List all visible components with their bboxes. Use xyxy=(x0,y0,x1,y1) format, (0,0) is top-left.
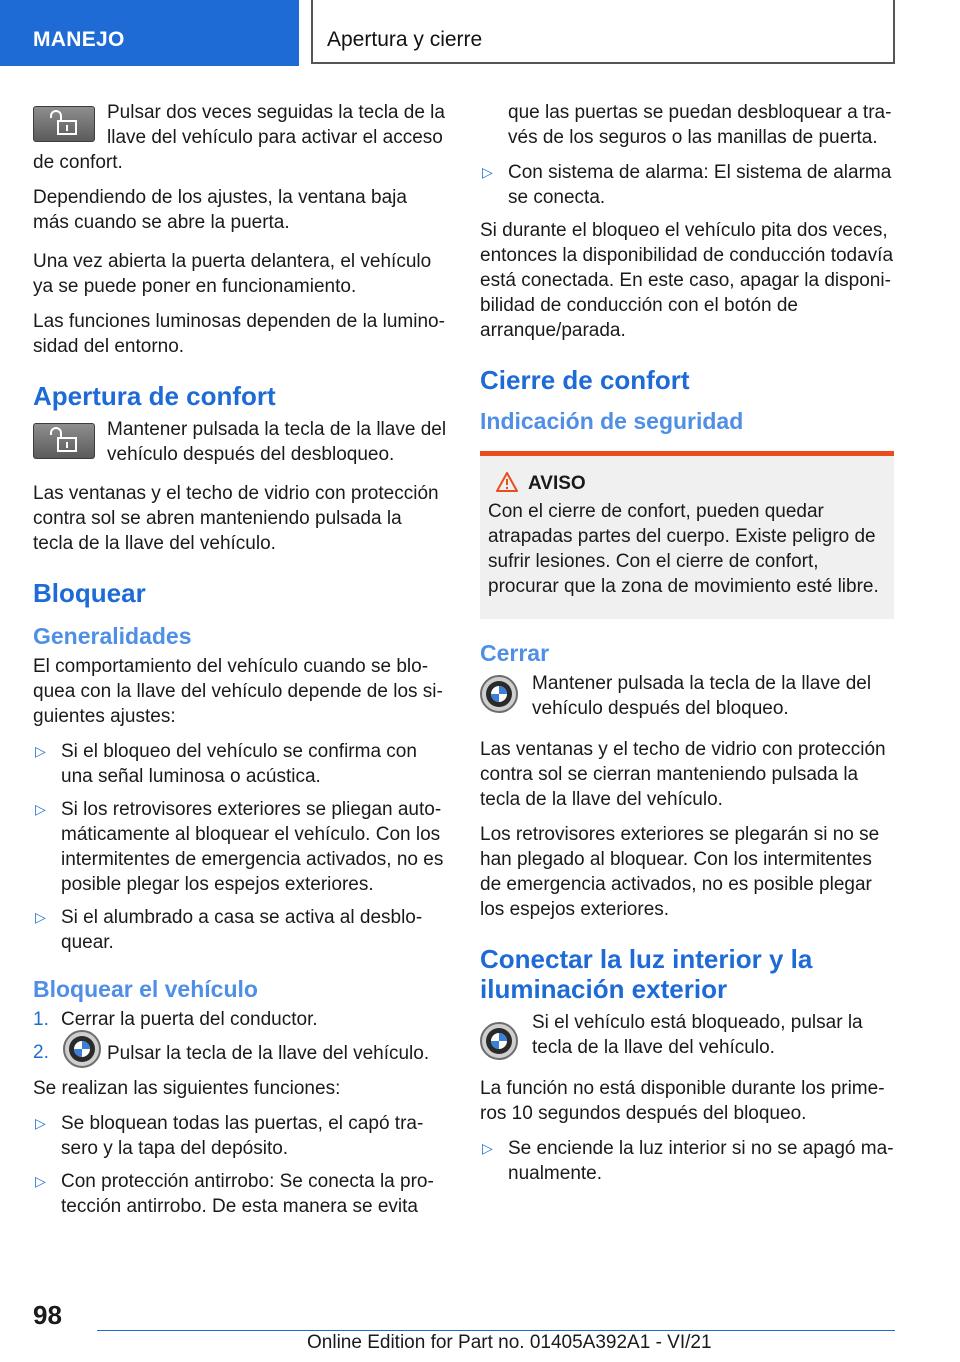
bullet-triangle-icon: ▷ xyxy=(35,743,46,759)
paragraph: Las funciones luminosas dependen de la luminosidad del entorno. xyxy=(33,311,445,357)
heading-cerrar: Cerrar xyxy=(480,640,550,666)
paragraph: Se realizan las siguientes funciones: xyxy=(33,1078,341,1099)
bullet-triangle-icon: ▷ xyxy=(35,1173,46,1189)
cerrar-block xyxy=(480,671,894,731)
conectar-list xyxy=(480,1136,894,1186)
generalidades-list xyxy=(33,739,447,955)
heading-cierre-confort: Cierre de confort xyxy=(480,365,690,395)
warning-box xyxy=(480,451,894,619)
bullet-triangle-icon: ▷ xyxy=(482,1140,493,1156)
bullet-triangle-icon: ▷ xyxy=(35,1115,46,1131)
cerrar-icon-text: Mantener pulsada la tecla de la llave del vehículo después del bloqueo. xyxy=(532,673,872,719)
footer-divider xyxy=(97,1330,895,1331)
intro-text: Pulsar dos veces seguidas la tecla de la llave del vehículo para activar el acceso de confort. xyxy=(33,102,445,173)
bullet-triangle-icon: ▷ xyxy=(35,909,46,925)
steps-list xyxy=(33,1007,447,1068)
bmw-key-icon xyxy=(480,675,518,713)
heading-bloquear: Bloquear xyxy=(33,578,146,608)
paragraph: El comportamiento del vehículo cuando se bloquea con la llave del vehículo depende de los siguientes ajustes: xyxy=(33,656,443,727)
heading-generalidades: Generalidades xyxy=(33,623,192,649)
chapter-title: Apertura y cierre xyxy=(311,0,895,64)
bullet-triangle-icon: ▷ xyxy=(35,801,46,817)
bmw-key-icon xyxy=(63,1030,101,1068)
page-number: 98 xyxy=(33,1300,62,1330)
left-column xyxy=(33,100,447,1227)
paragraph: Los retrovisores exteriores se plegarán si no se han plegado al bloquear. Con los intermitentes de emergencia activados, no es posible plegar los espejos exteriores. xyxy=(480,824,880,920)
conectar-block xyxy=(480,1010,894,1070)
list-item: ▷ Con sistema de alarma: El sistema de alarma se conecta. xyxy=(482,162,892,208)
list-item: ▷ Si el alumbrado a casa se activa al desbloquear. xyxy=(35,907,423,953)
step-item: 2. Pulsar la tecla de la llave del vehículo. xyxy=(33,1040,447,1068)
list-item: ▷ Si los retrovisores exteriores se pliegan automáticamente al bloquear el vehículo. Con los intermitentes de emergencia activados, no es posible plegar los espejos exteriores. xyxy=(35,799,444,895)
paragraph: Las ventanas y el techo de vidrio con protección contra sol se abren manteniendo pulsada la tecla de la llave del vehículo. xyxy=(33,483,439,554)
funciones-list xyxy=(33,1111,447,1219)
alarm-list xyxy=(480,160,894,210)
intro-block xyxy=(33,100,447,185)
footer-edition: Online Edition for Part no. 01405A392A1 - VI/21 xyxy=(307,1332,712,1353)
apertura-icon-text: Mantener pulsada la tecla de la llave del vehículo después del desbloqueo. xyxy=(107,419,447,465)
unlock-key-icon xyxy=(33,423,95,459)
warning-triangle-icon xyxy=(496,472,518,492)
section-tab: MANEJO xyxy=(0,0,299,66)
bullet-triangle-icon: ▷ xyxy=(482,164,493,180)
paragraph: La función no está disponible durante los primeros 10 segundos después del bloqueo. xyxy=(480,1078,885,1124)
warning-title: AVISO xyxy=(488,472,886,495)
paragraph: Una vez abierta la puerta delantera, el vehículo ya se puede poner en funcionamiento. xyxy=(33,251,432,297)
list-item: ▷ Si el bloqueo del vehículo se confirma con una señal luminosa o acústica. xyxy=(35,741,417,787)
list-item: ▷ Se enciende la luz interior si no se apagó manualmente. xyxy=(482,1138,894,1184)
paragraph: Las ventanas y el techo de vidrio con protección contra sol se cierran manteniendo pulsada la tecla de la llave del vehículo. xyxy=(480,739,886,810)
list-item: ▷ Se bloquean todas las puertas, el capó trasero y la tapa del depósito. xyxy=(35,1113,424,1159)
heading-bloquear-vehiculo: Bloquear el vehículo xyxy=(33,976,258,1002)
page-header xyxy=(0,0,960,66)
right-column xyxy=(480,100,894,1194)
list-item: ▷ Con protección antirrobo: Se conecta la protección antirrobo. De esta manera se evita xyxy=(35,1171,434,1217)
heading-apertura-confort: Apertura de confort xyxy=(33,381,276,411)
conectar-icon-text: Si el vehículo está bloqueado, pulsar la tecla de la llave del vehículo. xyxy=(532,1012,863,1058)
warning-text: Con el cierre de confort, pueden quedar atrapadas partes del cuerpo. Existe peligro de sufrir lesiones. Con el cierre de confort, procurar que la zona de movimiento esté libre. xyxy=(488,501,879,597)
apertura-block xyxy=(33,417,447,477)
heading-indicacion-seguridad: Indicación de seguridad xyxy=(480,408,744,434)
paragraph: Dependiendo de los ajustes, la ventana baja más cuando se abre la puerta. xyxy=(33,187,407,233)
unlock-key-icon xyxy=(33,106,95,142)
bmw-key-icon xyxy=(480,1022,518,1060)
heading-conectar-luz: Conectar la luz interior y la iluminación exterior xyxy=(480,944,813,1004)
step-item: 1. Cerrar la puerta del conductor. xyxy=(33,1009,318,1030)
paragraph: Si durante el bloqueo el vehículo pita dos veces, entonces la disponibilidad de conducción todavía está conectada. En este caso, apagar la disponibilidad de conducción con el botón de arranque/parada. xyxy=(480,220,894,341)
continued-text: que las puertas se puedan desbloquear a través de los seguros o las manillas de puerta. xyxy=(508,102,892,148)
